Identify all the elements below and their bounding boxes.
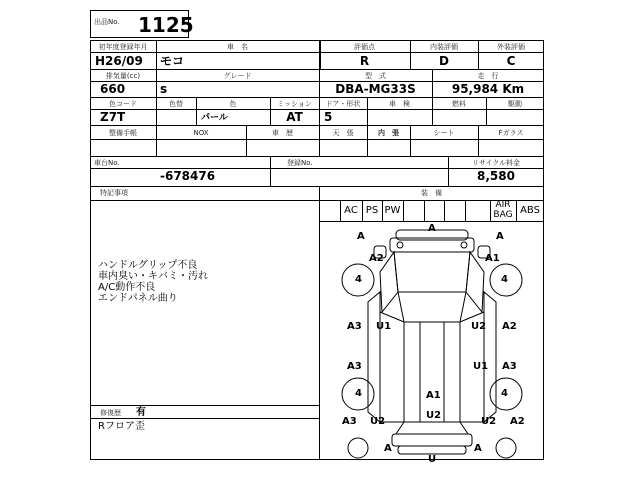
dmg-front-top: A — [428, 223, 436, 234]
dmg-rear-bottom-center: U — [428, 454, 437, 465]
dmg-rear-bottom-left: A — [384, 443, 392, 454]
label-chassis: 車台No. — [94, 159, 120, 167]
repair-history-value: 有 — [136, 407, 146, 418]
doors-value: 5 — [324, 110, 333, 124]
label-repair-history: 修復歴 — [100, 409, 121, 417]
label-displacement: 排気量(cc) — [105, 72, 141, 80]
dmg-rear-bottom-right: A — [474, 443, 482, 454]
color-value: パール — [201, 113, 228, 123]
label-registration: 登録No. — [287, 159, 313, 167]
color-code-value: Z7T — [100, 110, 126, 124]
label-exterior: 外装評価 — [497, 43, 525, 51]
dmg-qtr-left: A3 — [347, 361, 362, 372]
label-seat: シート — [433, 129, 455, 137]
dmg-qtr-right-inner: U1 — [473, 361, 489, 372]
dmg-fender-right: A1 — [485, 253, 500, 264]
first-reg-value: H26/09 — [95, 54, 143, 68]
dmg-door-left-inner: U1 — [376, 321, 392, 332]
equip-airbag: AIR BAG — [493, 200, 513, 220]
label-service-book: 整備手帳 — [109, 129, 137, 137]
label-color-code: 色コード — [109, 100, 137, 108]
label-doors: ドア・形状 — [325, 100, 361, 108]
label-car-name: 車 名 — [227, 43, 248, 51]
dmg-door-right-inner: U2 — [471, 321, 487, 332]
model-value: DBA-MG33S — [335, 82, 416, 96]
remark-3: A/C動作不良 — [98, 282, 156, 293]
label-drive: 駆動 — [508, 100, 522, 108]
mileage-value: 95,984 Km — [451, 82, 525, 96]
dmg-door-left-outer: A3 — [347, 321, 362, 332]
label-mileage: 走 行 — [477, 72, 499, 80]
label-model: 型 式 — [365, 72, 386, 80]
dmg-front-left: A — [357, 231, 365, 242]
label-transmission: ミッション — [277, 100, 312, 108]
interior-value: D — [439, 54, 449, 68]
label-grade: グレード — [223, 72, 252, 80]
exterior-value: C — [506, 54, 516, 68]
chassis-value: -678476 — [160, 169, 216, 183]
dmg-wheel-fl: 4 — [355, 274, 362, 285]
repair-detail: Rフロア歪 — [98, 421, 145, 432]
lot-number: 1125 — [138, 13, 194, 37]
displacement-value: 660 — [100, 82, 126, 96]
equip-pw: PW — [384, 205, 401, 216]
equip-ac: AC — [344, 205, 358, 216]
label-first-reg: 初年度登録年月 — [98, 43, 148, 51]
dmg-wheel-fr: 4 — [501, 274, 508, 285]
label-windshield: Fガラス — [498, 129, 524, 137]
label-fuel: 燃料 — [452, 100, 466, 108]
dmg-fender-left: A2 — [369, 253, 384, 264]
score-value: R — [359, 54, 370, 68]
recycle-value: 8,580 — [477, 169, 515, 183]
transmission-value: AT — [286, 110, 303, 124]
remark-1: ハンドルグリップ不良 — [98, 260, 198, 271]
dmg-qtr-right-outer: A3 — [502, 361, 517, 372]
grade-value: s — [160, 82, 168, 96]
dmg-rear-right-outer: A2 — [510, 416, 525, 427]
remark-2: 車内臭い・キバミ・汚れ — [98, 271, 208, 282]
label-remarks: 特記事項 — [100, 189, 128, 197]
equip-abs: ABS — [520, 205, 540, 216]
label-history: 車 歴 — [272, 129, 293, 137]
dmg-wheel-rr: 4 — [501, 388, 508, 399]
label-interior: 内装評価 — [430, 43, 458, 51]
label-recycle: リサイクル料金 — [471, 159, 521, 167]
remark-4: エンドパネル曲り — [98, 293, 178, 304]
dmg-rear-left-inner: U2 — [370, 416, 386, 427]
car-name-value: モコ — [160, 54, 185, 68]
label-equipment: 装 備 — [421, 189, 442, 197]
dmg-front-right: A — [496, 231, 504, 242]
dmg-door-right-outer: A2 — [502, 321, 517, 332]
dmg-rear-center-a1: A1 — [426, 390, 441, 401]
label-score: 評価点 — [354, 43, 375, 51]
label-trim: 内 張 — [378, 129, 399, 137]
lot-label: 出品No. — [94, 18, 120, 26]
dmg-rear-right-inner: U2 — [481, 416, 497, 427]
label-nox: NOX — [193, 129, 209, 137]
dmg-wheel-rl: 4 — [355, 388, 362, 399]
label-color: 色 — [229, 100, 237, 108]
label-inspection: 車 検 — [389, 100, 410, 108]
label-color-change: 色替 — [169, 100, 183, 108]
dmg-rear-center-u2: U2 — [426, 410, 442, 421]
dmg-rear-left-outer: A3 — [342, 416, 357, 427]
label-headliner: 天 張 — [332, 129, 354, 137]
equip-ps: PS — [365, 205, 379, 216]
